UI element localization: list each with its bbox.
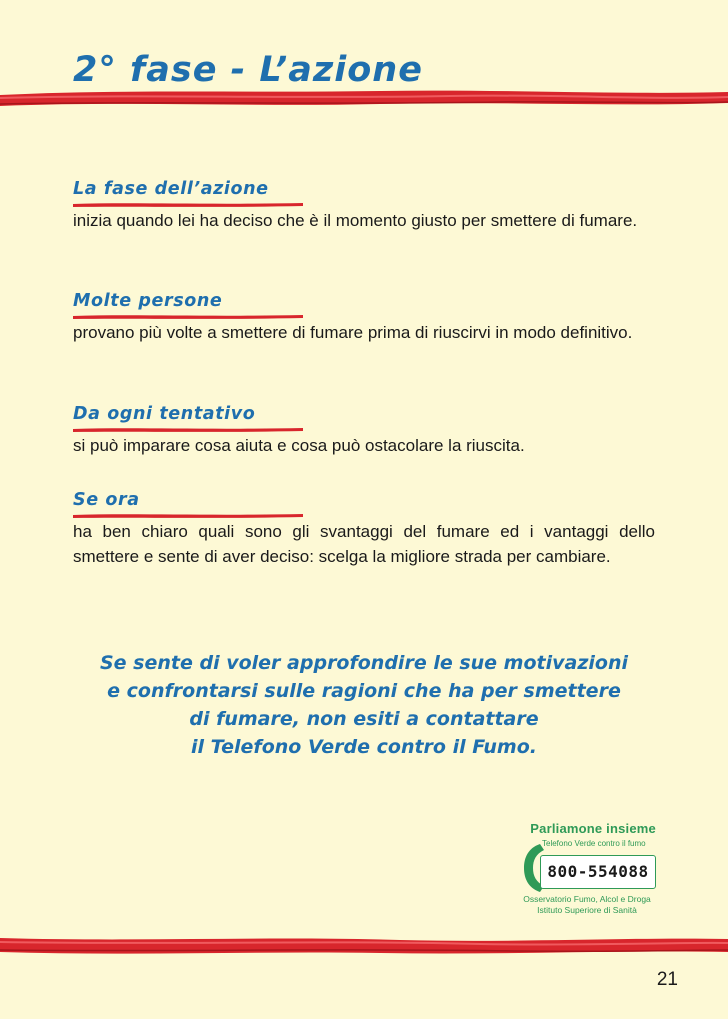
section-body: si può imparare cosa aiuta e cosa può ostacolare la riuscita. xyxy=(73,436,525,455)
page-title: 2° fase - L’azione xyxy=(73,50,423,90)
section-tentativo xyxy=(73,403,655,458)
section-azione xyxy=(73,178,655,233)
section-heading: Molte persone xyxy=(73,291,223,311)
callout-line: Se sente di voler approfondire le sue motivazioni xyxy=(100,652,628,674)
hotline-number: 800-554088 xyxy=(540,855,656,889)
section-heading: La fase dell’azione xyxy=(73,179,269,199)
callout-line: e confrontarsi sulle ragioni che ha per smettere xyxy=(107,680,621,702)
page-number: 21 xyxy=(656,969,678,990)
hotline-badge xyxy=(512,821,662,916)
section-body: ha ben chiaro quali sono gli svantaggi del fumare ed i vantaggi dello smettere e sente di aver deciso: scelga la migliore strada per cambiare. xyxy=(73,522,655,566)
section-body: provano più volte a smettere di fumare prima di riuscirvi in modo definitivo. xyxy=(73,323,633,342)
hotline-org-line1: Osservatorio Fumo, Alcol e Droga xyxy=(523,894,651,904)
section-se-ora xyxy=(73,489,655,569)
hotline-title: Parliamone insieme xyxy=(530,821,656,836)
hotline-box xyxy=(512,838,662,894)
decorative-red-stripe-top xyxy=(0,83,728,113)
section-molte-persone xyxy=(73,290,655,345)
callout-line: il Telefono Verde contro il Fumo. xyxy=(191,736,537,758)
callout-message xyxy=(73,649,655,761)
hotline-subtitle: Telefono Verde contro il fumo xyxy=(542,839,646,848)
hotline-org-line2: Istituto Superiore di Sanità xyxy=(537,905,637,915)
section-heading: Se ora xyxy=(73,490,140,510)
section-body: inizia quando lei ha deciso che è il momento giusto per smettere di fumare. xyxy=(73,211,638,230)
callout-line: di fumare, non esiti a contattare xyxy=(189,708,539,730)
section-heading: Da ogni tentativo xyxy=(73,404,256,424)
decorative-red-stripe-bottom xyxy=(0,928,728,962)
